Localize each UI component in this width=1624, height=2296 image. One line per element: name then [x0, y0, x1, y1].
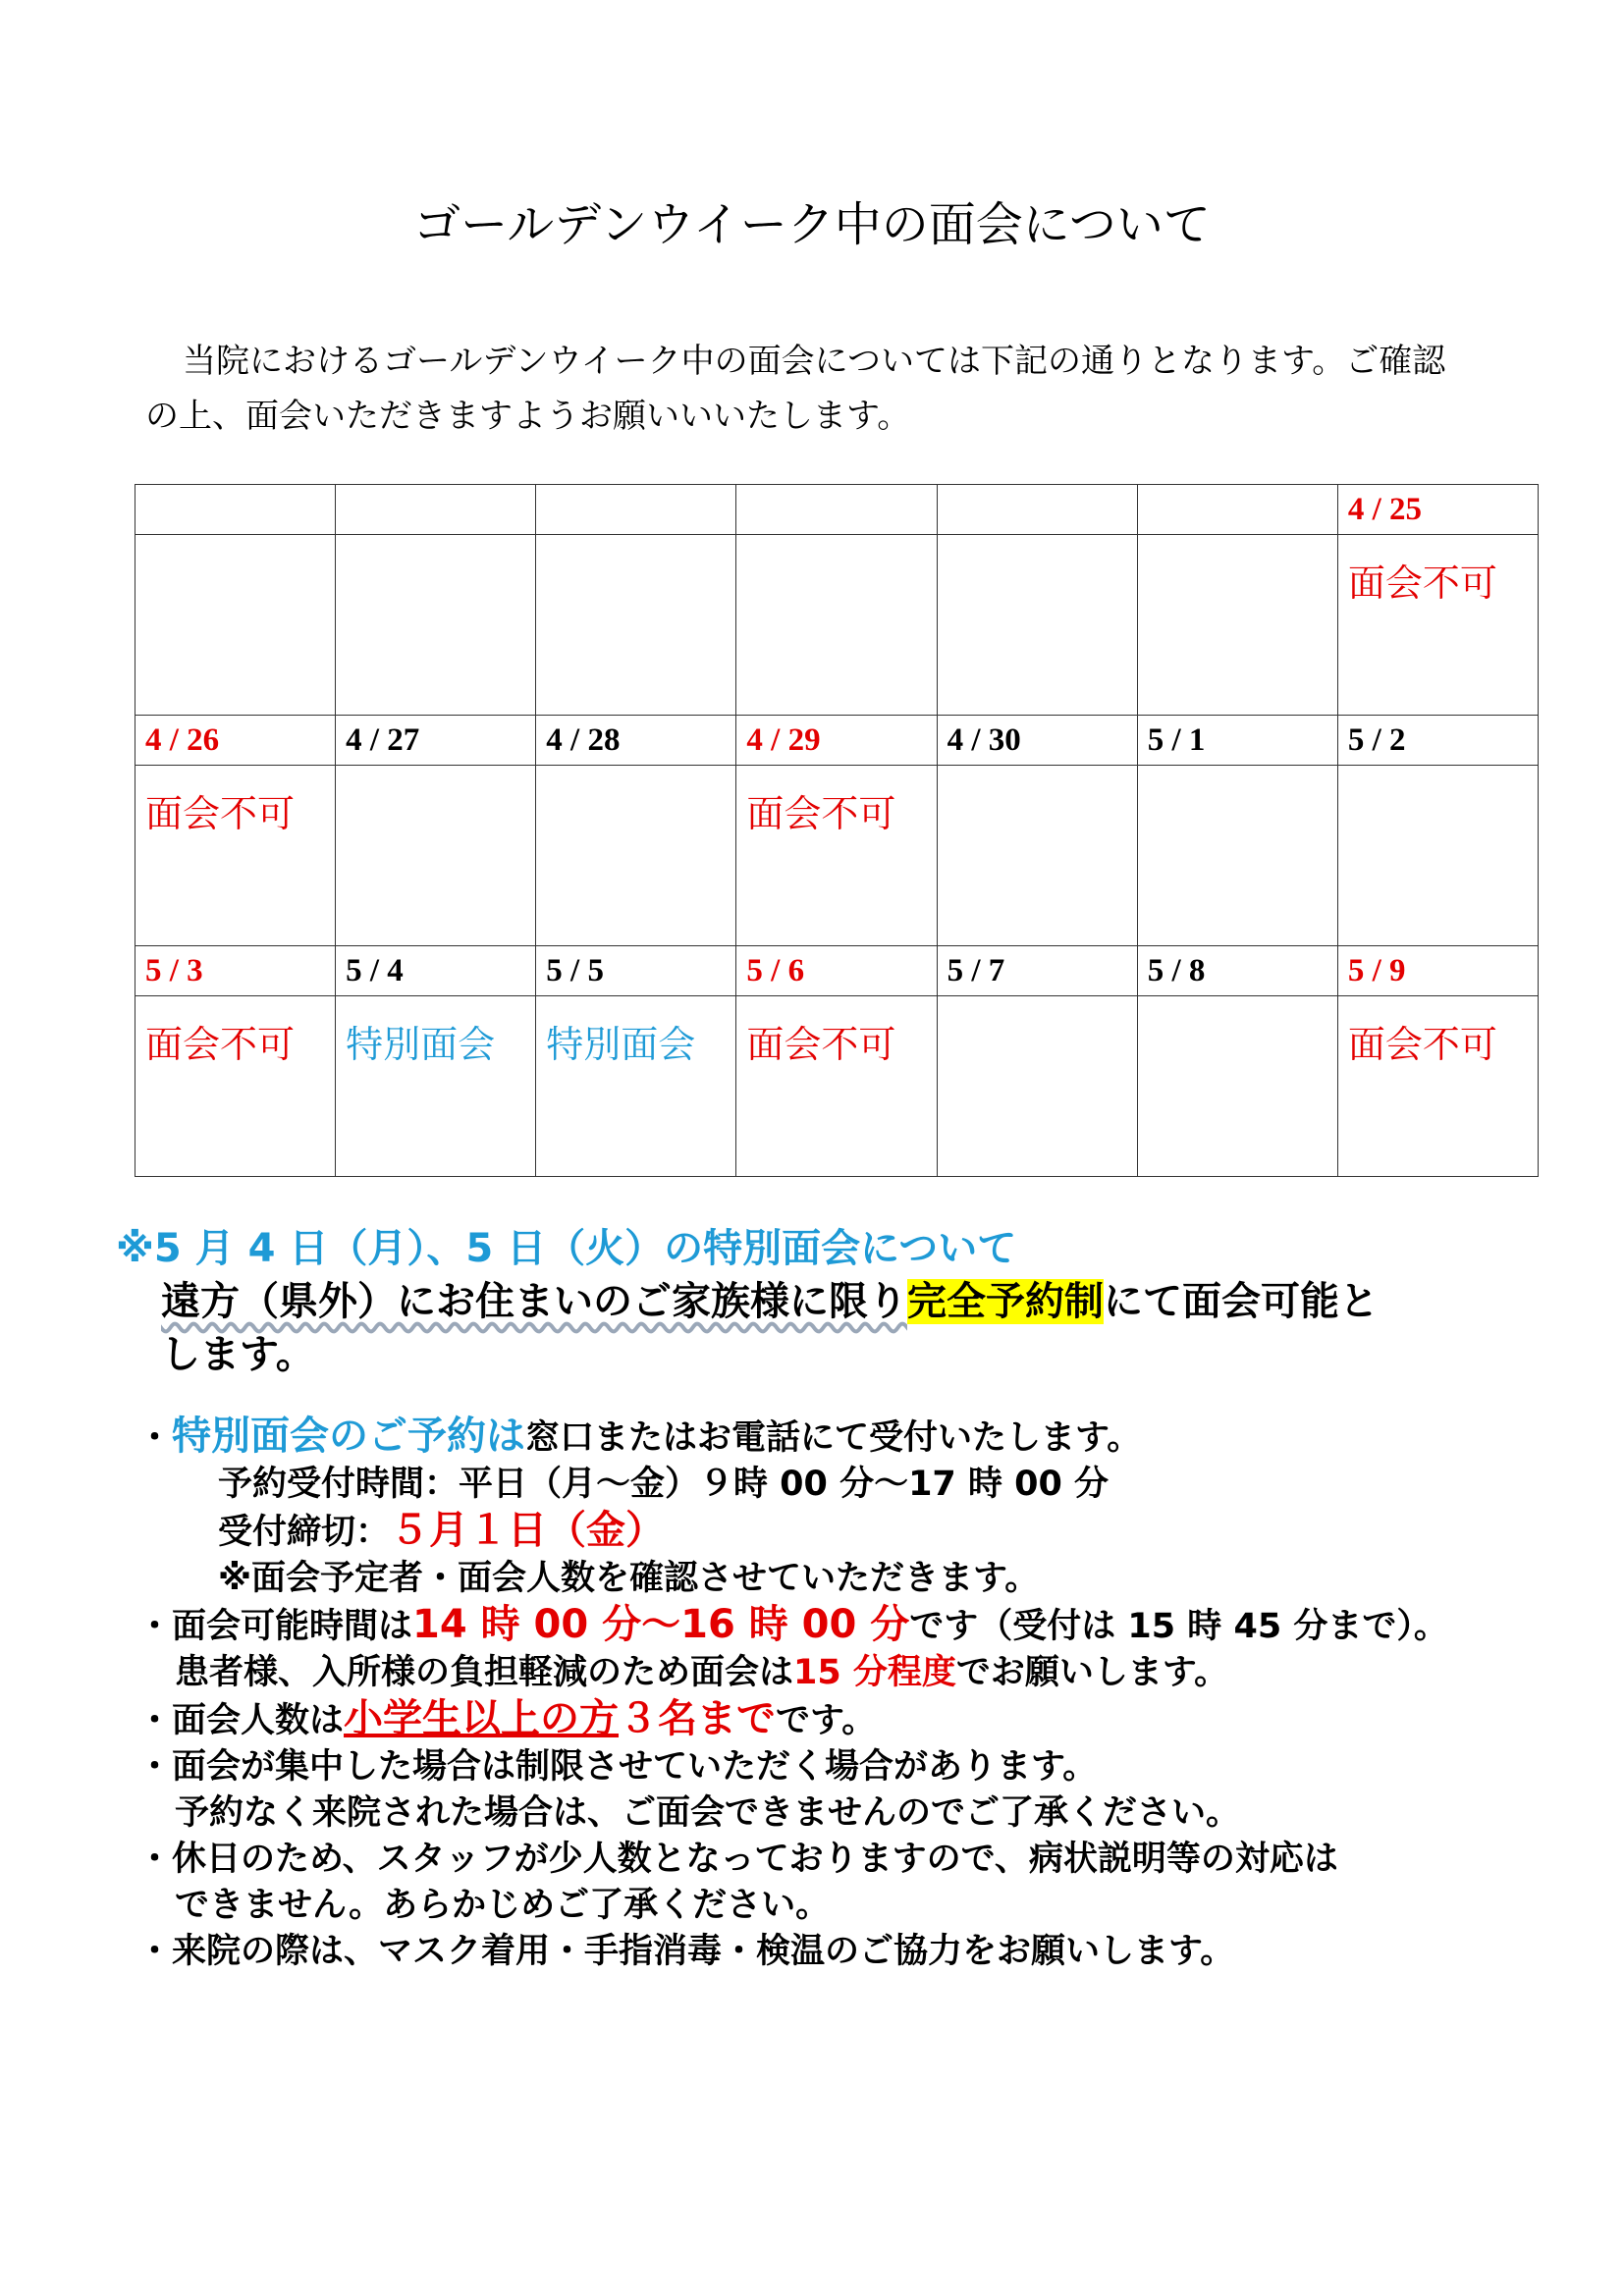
calendar-date-cell: 5 / 7 [937, 946, 1137, 996]
calendar-date-cell: 5 / 8 [1137, 946, 1337, 996]
calendar-date-cell [736, 485, 937, 535]
confirm-note: ※面会予定者・面会人数を確認させていただきます。 [218, 1559, 1040, 1598]
special-visit-notice [116, 1222, 1520, 1381]
intro-paragraph [145, 334, 1510, 444]
calendar-status-cell [536, 766, 736, 946]
calendar-date-cell: 5 / 4 [336, 946, 536, 996]
calendar-status-cell [536, 535, 736, 716]
visit-rules-list [137, 1414, 1532, 1975]
calendar-date-row [135, 716, 1539, 766]
rule-crowd-2: 予約なく来院された場合は、ご面会できませんのでご了承ください。 [175, 1793, 1241, 1833]
calendar-status-cell: 面会不可 [1337, 535, 1538, 716]
calendar-status-cell: 特別面会 [536, 996, 736, 1177]
rule-reservation: ・特別面会のご予約は窓口またはお電話にて受付いたします。 [137, 1414, 1142, 1459]
special-visit-body [116, 1275, 1520, 1381]
rule-visitor-count [137, 1696, 1532, 1744]
calendar-date-cell: 4 / 28 [536, 716, 736, 766]
calendar-status-row [135, 996, 1539, 1177]
calendar-status-cell [937, 535, 1137, 716]
eligibility-text: 遠方（県外）にお住まいのご家族様に限り [161, 1279, 907, 1324]
calendar-date-cell [336, 485, 536, 535]
calendar-status-cell: 面会不可 [736, 766, 937, 946]
calendar-date-cell [937, 485, 1137, 535]
calendar-status-row [135, 766, 1539, 946]
intro-line-2: の上、面会いただきますようお願いいいたします。 [145, 397, 911, 436]
calendar-status-cell: 特別面会 [336, 996, 536, 1177]
intro-line-1: 当院におけるゴールデンウイーク中の面会については下記の通りとなります。ご確認 [183, 342, 1446, 381]
eligibility-text-line2: します。 [161, 1332, 315, 1377]
hours-label: ・面会可能時間は [137, 1607, 413, 1646]
calendar-date-cell: 4 / 26 [135, 716, 336, 766]
calendar-status-cell [1137, 996, 1337, 1177]
calendar-date-cell: 5 / 6 [736, 946, 937, 996]
reservation-text: 窓口またはお電話にて受付いたします。 [525, 1418, 1142, 1458]
eligibility-text-end: にて面会可能と [1104, 1279, 1379, 1324]
calendar-status-cell [1137, 766, 1337, 946]
count-value: ３名まで [619, 1696, 777, 1741]
reservation-only-highlight: 完全予約制 [907, 1279, 1104, 1324]
calendar-status-cell: 面会不可 [135, 996, 336, 1177]
calendar-date-cell: 5 / 1 [1137, 716, 1337, 766]
calendar-status-cell: 面会不可 [1337, 996, 1538, 1177]
rule-crowd: ・面会が集中した場合は制限させていただく場合があります。 [137, 1747, 1098, 1787]
special-visit-heading: ※5 月 4 日（月）、5 日（火）の特別面会について [116, 1226, 1017, 1271]
calendar-date-cell: 5 / 5 [536, 946, 736, 996]
page-title: ゴールデンウイーク中の面会について [413, 197, 1211, 252]
duration-text: でお願いします。 [955, 1653, 1229, 1692]
calendar-status-cell [937, 996, 1137, 1177]
rule-staff-2: できません。あらかじめご了承ください。 [175, 1886, 831, 1925]
calendar-status-cell [336, 535, 536, 716]
duration-label: 患者様、入所様の負担軽減のため面会は [175, 1653, 794, 1692]
calendar-date-row [135, 485, 1539, 535]
calendar-date-cell [135, 485, 336, 535]
calendar-date-cell: 5 / 9 [1337, 946, 1538, 996]
deadline-value: ５月１日（金） [390, 1508, 666, 1553]
reservation-heading: 特別面会のご予約は [172, 1414, 526, 1459]
calendar-status-cell: 面会不可 [736, 996, 937, 1177]
hours-text: です（受付は 15 時 45 分まで）。 [909, 1607, 1448, 1646]
calendar-status-cell [336, 766, 536, 946]
calendar-date-row [135, 946, 1539, 996]
calendar-date-cell: 4 / 25 [1337, 485, 1538, 535]
calendar-date-cell: 5 / 3 [135, 946, 336, 996]
calendar-date-cell: 4 / 29 [736, 716, 937, 766]
calendar-status-cell [736, 535, 937, 716]
deadline-label: 受付締切： [218, 1513, 391, 1552]
visiting-calendar [135, 484, 1539, 1177]
calendar-date-cell [536, 485, 736, 535]
reservation-deadline [137, 1508, 1532, 1556]
calendar-status-cell [135, 535, 336, 716]
calendar-status-cell [1137, 535, 1337, 716]
rule-hours [137, 1602, 1532, 1650]
calendar-status-row [135, 535, 1539, 716]
hours-value: 14 時 00 分～16 時 00 分 [412, 1602, 910, 1647]
calendar-date-cell: 4 / 27 [336, 716, 536, 766]
reservation-hours: 予約受付時間：平日（月～金）９時 00 分～17 時 00 分 [218, 1465, 1110, 1504]
rule-duration [137, 1650, 1532, 1696]
count-age-limit: 小学生以上の方 [344, 1696, 620, 1741]
calendar-status-cell [1337, 766, 1538, 946]
rule-visit-precautions: ・来院の際は、マスク着用・手指消毒・検温のご協力をお願いします。 [137, 1932, 1235, 1971]
calendar-date-cell [1137, 485, 1337, 535]
calendar-status-cell: 面会不可 [135, 766, 336, 946]
calendar-date-cell: 5 / 2 [1337, 716, 1538, 766]
count-label: ・面会人数は [137, 1701, 345, 1740]
duration-value: 15 分程度 [793, 1653, 956, 1692]
count-text: です。 [776, 1701, 877, 1740]
calendar-status-cell [937, 766, 1137, 946]
rule-staff: ・休日のため、スタッフが少人数となっておりますので、病状説明等の対応は [137, 1840, 1338, 1879]
calendar-date-cell: 4 / 30 [937, 716, 1137, 766]
